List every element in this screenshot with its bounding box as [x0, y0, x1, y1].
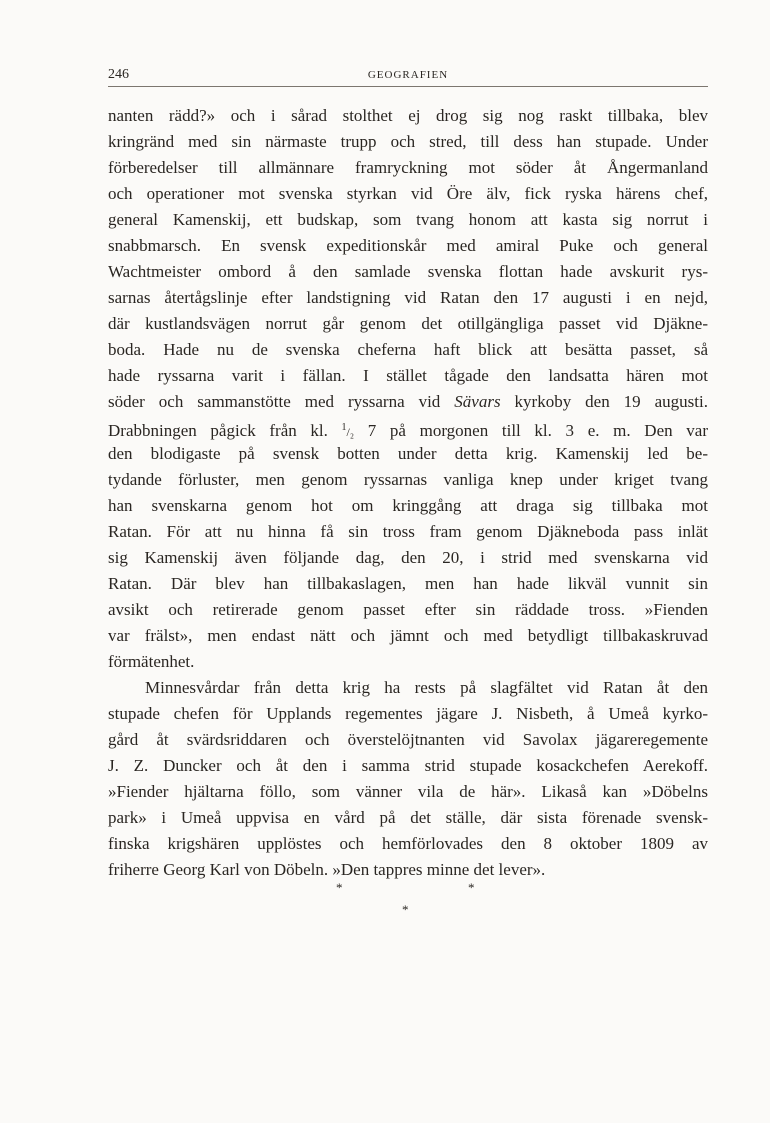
text-line: förberedelser till allmännare framryckning mot söder åt Ångermanland [108, 158, 708, 177]
text-line: sarnas återtågslinje efter landstigning vid Ratan den 17 augusti i en nejd, [108, 288, 708, 307]
text-line: kringränd med sin närmaste trupp och stred, till dess han stupade. Under [108, 132, 708, 151]
text-line: där kustlandsvägen norrut går genom det otillgängliga passet vid Djäkne- [108, 314, 708, 333]
text-line: var frälst», men endast nätt och jämnt och med betydligt tillbakaskruvad [108, 626, 708, 645]
text-line: park» i Umeå uppvisa en vård på det ställe, där sista förenade svensk- [108, 808, 708, 827]
text-line: förmätenhet. [108, 652, 195, 671]
section-title: GEOGRAFIEN [367, 69, 449, 81]
text-line: Minnesvårdar från detta krig ha rests på slagfältet vid Ratan åt den [145, 678, 708, 697]
page-number: 246 [108, 67, 129, 82]
text-line: snabbmarsch. En svensk expeditionskår med amiral Puke och general [108, 236, 708, 255]
text-run: söder och sammanstötte med ryssarna vid [108, 392, 455, 411]
text-line [108, 415, 708, 441]
text-line: friherre Georg Karl von Döbeln. »Den tappres minne det lever». [108, 860, 546, 879]
text-line: tydande förluster, men genom ryssarnas vanliga knep under kriget tvang [108, 470, 708, 489]
text-line: Ratan. Där blev han tillbakaslagen, men han hade likväl vunnit sin [108, 574, 708, 593]
text-line: stupade chefen för Upplands regementes jägare J. Nisbeth, å Umeå kyrko- [108, 704, 708, 723]
text-line: nanten rädd?» och i sårad stolthet ej drog sig nog raskt tillbaka, blev [108, 106, 708, 125]
asterisk: * [468, 880, 475, 895]
text-run: Drabbningen pågick från kl. [108, 421, 342, 440]
text-line: finska krigshären upplöstes och hemförlovades den 8 oktober 1809 av [108, 834, 708, 853]
asterism [0, 880, 770, 920]
text-line [108, 389, 708, 415]
text-line: general Kamenskij, ett budskap, som tvang honom att kasta sig norrut i [108, 210, 708, 229]
text-line: hade ryssarna varit i fällan. I stället tågade den landsatta hären mot [108, 366, 708, 385]
text-line: Ratan. För att nu hinna få sin tross fram genom Djäkneboda pass inlät [108, 522, 708, 541]
text-line: gård åt svärdsriddaren och överstelöjtnanten vid Savolax jägareregemente [108, 730, 708, 749]
asterisk: * [402, 902, 409, 917]
text-line: han svenskarna genom hot om kringgång att draga sig tillbaka mot [108, 496, 708, 515]
running-head [108, 66, 708, 87]
fraction-numerator: 1 [341, 422, 347, 433]
text-line: Wachtmeister ombord å den samlade svenska flottan hade avskurit rys- [108, 262, 708, 281]
text-line: boda. Hade nu de svenska cheferna haft blick att besätta passet, så [108, 340, 708, 359]
text-line: sig Kamenskij även följande dag, den 20, i strid med svenskarna vid [108, 548, 708, 567]
text-line: avsikt och retirerade genom passet efter sin räddade tross. »Fienden [108, 600, 708, 619]
place-name-italic: Sävars [454, 392, 501, 411]
fraction [341, 422, 355, 439]
fraction-denominator: /₂ [346, 425, 355, 439]
text-run: 7 på morgonen till kl. 3 e. m. Den var [354, 421, 708, 440]
text-line: »Fiender hjältarna föllo, som vänner vila de här». Likaså kan »Döbelns [108, 782, 708, 801]
asterisk: * [336, 880, 343, 895]
text-line: den blodigaste på svensk botten under detta krig. Kamenskij led be- [108, 444, 708, 463]
body-text [108, 103, 708, 883]
text-line: och operationer mot svenska styrkan vid Öre älv, fick ryska härens chef, [108, 184, 708, 203]
text-line: J. Z. Duncker och åt den i samma strid stupade kosackchefen Aerekoff. [108, 756, 708, 775]
text-run: kyrkoby den 19 augusti. [500, 392, 708, 411]
